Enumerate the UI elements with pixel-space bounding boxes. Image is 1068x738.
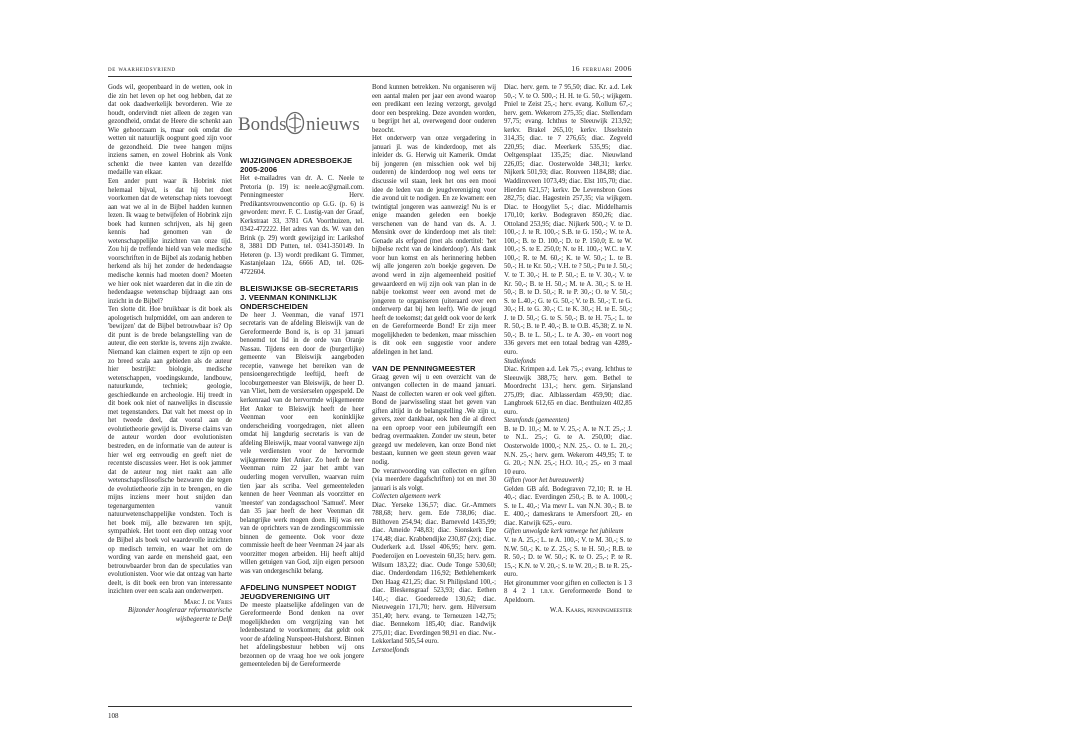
nunspeet-continued-1: Bond kunnen betrekken. Nu organiseren wij een aantal malen per jaar een avond waarop een predikant een lezing verzorgt, gevolgd door een bespreking. Deze avonden worden, u begrijpt het al, overwegend door ouderen bezocht. <box>372 84 496 134</box>
penningmeester-verantwoording: De verantwoording van collecten en giften (via meerdere dagafschriften) tot en met 30 januari is als volgt. <box>372 467 496 492</box>
review-paragraph-1: Gods wil, geopenbaard in de wetten, ook in die zin het leven op het oog hebben, dat ze dat ook daadwerkelijk bevorderen. Wie ze houdt, ondervindt niet alleen de zegen van gezondheid, omdat de Heere die schenkt aan Wie gehoorzaam is, maar ook omdat die wetten uit natuurlijk oogpunt goed zijn voor de gezondheid. Die twee hangen mijns inziens samen, en zowel Hobrink als Vonk schenkt die twee kanten van dezelfde medaille van elkaar. <box>108 84 232 177</box>
giften-bureau-list: Gelden GB afd. Bodegraven 72,10; R. te H. 40,-; diac. Everdingen 250,-; B. te A. 1000,-; S. te L. 40,-; Via mevr L. van N.N. 30,-; B. te E. 400,-; dameskrans te Amersfoort 20,- en diac. Katwijk 625,- euro. <box>504 485 632 527</box>
author-signature: Marc J. de Vries <box>183 598 232 606</box>
bottom-rule <box>108 706 632 707</box>
logo-text-left: Bonds <box>238 114 287 135</box>
column-2 <box>240 150 364 710</box>
adresboekje-text: Het e-mailadres van dr. A. C. Neele te Pretoria (p. 19) is: neele.ac@gmail.com. Penningmeester Herv. Predikantsvrouwencontio op G.G. (p. 6) is geworden: mevr. F. C. Lustig-van der Graaf, Kerkstraat 33, 3781 GA Voorthuizen, tel. 0342-472222. Het adres van ds. W. van den Brink (p. 29) wordt gewijzigd in: Larikshof 8, 3881 DD Putten, tel. 0341-350149. In Heteren (p. 13) wordt predikant G. Timmer, Kastanjelaan 12a, 6666 AD, tel. 026-4722604. <box>240 175 364 277</box>
column-3 <box>372 84 496 704</box>
heading-veenman: BLEISWIJKSE GB-SECRETARIS J. VEENMAN KONINKLIJK ONDERSCHEIDEN <box>240 283 359 311</box>
running-header <box>108 64 632 77</box>
treasurer-signature: W.A. Kaars, penningmeester <box>549 607 632 615</box>
bondsnieuws-logo <box>238 106 368 142</box>
subheading-studiefonds: Studiefonds <box>504 357 536 365</box>
column-1 <box>108 84 232 704</box>
review-paragraph-2: Een ander punt waar ik Hobrink niet helemaal bijval, is dat hij het doet voorkomen dat de wetenschap niets toevoegt aan wat we al in de Bijbel hadden kunnen lezen. Ik waag te betwijfelen of Hobrink zijn boek had kunnen schrijven, als hij geen kennis had genomen van de wetenschappelijke inzichten van onze tijd. Zou hij de treffende hield van vele medische voorschriften in de Bijbel als zodanig hebben herkend als hij het zonder de hedendaagse medische kennis had moeten doen? Moeten we hier ook niet waarderen dat in die zin de hedendaagse wetenschap bijdraagt aan ons inzicht in de Bijbel? <box>108 178 232 305</box>
nunspeet-continued-2: Het onderwerp van onze vergadering in januari jl. was de kinderdoop, met als inleider ds. G. Herwig uit Kamerik. Omdat bij jongeren (en misschien ook wel bij ouderen) de kinderdoop nog wel eens ter discussie wil staan, leek het ons een mooi idee de leden van de jeugdvereniging voor die avond uit te nodigen. En ze kwamen: een twintigtal jongeren was aanwezig! Nu is er enige maanden geleden een boekje verschenen van de hand van ds. A. J. Mensink over de kinderdoop met als titel: Genade als erfgoed (met als ondertitel: 'het bijbelse recht van de kinderdoop'). Als dank voor hun komst en als herinnering hebben wij alle jongeren zo'n boekje gegeven. De avond werd in zijn algemeenheid positief gewaardeerd en wij zijn ook van plan in de nabije toekomst weer een avond met de jongeren te organiseren (uiteraard over een onderwerp dat bij hen leeft). Wie de jeugd heeft de toekomst; dat geldt ook voor de kerk en de Gereformeerde Bond! Er zijn meer mogelijkheden te bedenken, maar misschien is dit ook een suggestie voor andere afdelingen in het land. <box>372 135 496 356</box>
heading-nunspeet: AFDELING NUNSPEET NODIGT JEUGDVERENIGING UIT <box>240 582 357 601</box>
emblem-icon <box>285 111 305 135</box>
page-number: 108 <box>108 712 119 720</box>
leerstoelfonds-list: Diac. herv. gem. te 7 95,50; diac. Kr. a.d. Lek 50,-; V. te O. 500,-; H. H. te G. 50,-; wijkgem. Pniel te Zeist 25,-; herv. evang. Kollum 67,-; herv. gem. Wekerom 275,35; diac. Stellendam 97,75; evang. Ichthus te Sleeuwijk 213,92; kerkv. Brakel 265,10; kerkv. IJsselstein 314,35; diac. te 7 276,65; diac. Zegveld 220,95; diac. Meerkerk 535,95; diac. Oeltgensplaat 135,25; diac. Nieuwland 226,05; diac. Oosterwolde 348,31; kerkv. Nijkerk 501,93; diac. Rouveen 1184,88; diac. Waddinxveen 1073,49; diac. Elst 105,70; diac. Hierden 621,57; kerkv. De Levensbron Goes 282,75; diac. Hagestein 257,35; via wijkgem. Diac. te Hoogyliet 5,-; diac. Middelharnis 170,10; kerkv. Bodegraven 850,26; diac. Ottoland 253,95; diac. Nijkerk 500,-; V. te D. 100,-; J. te R. 100,-; S.B. te G. 150,-; W. te A. 100,-; B. te D. 100,-; D. te P. 150,0; E. te W. 100,-; S. te E. 250,0; N. te H. 100,-; W.C. te V. 100,-; R. te M. 60,-; K. te W. 50,-; L. te B. 50,-; H. te Kr. 50,-; V.H. te ? 50,-; Pu te J. 50,-; V. te T. 30,-; H. te P. 50,-; E. te V. 30,-; V. te Kr. 50,-; B. te H. 50,-; M. te A. 30,-; S. te H. 50,-; B. te D. 50,-; R. te P. 30,-; O. te V. 50,-; S. te L.40,-; G. te G. 50,-; V. te B. 50,-; T. te G. 30,-; H. te G. 30,-; C. te K. 30,-; H. te E. 50,-; J. te D. 50,-; G. te S. 50,-; B. te H. 75,-; L. te R. 50,-; B. te P. 40,-; B. te O.B. 45,38; Z. te N. 50,-; B. te L. 50,-; L. te A. 30,- en voort nog 336 gevers met een totaal bedrag van 4289,- euro. <box>504 84 632 356</box>
penningmeester-intro: Graag geven wij u een overzicht van de ontvangen collecten in de maand januari. Naast de collecten waren er ook veel giften. Bond de jaarwisseling staat het geven van giften altijd in de belangstelling .We zijn u, gevers, zeer dankbaar, ook hen die al direct na een oproep voor een jubileumgift een bedrag overmaakten. Zonder uw steun, beter gezegd uw medeleven, kan onze Bond niet bestaan, kunnen we geen steun geven waar nodig. <box>372 373 496 466</box>
issue-date: 16 februari 2006 <box>571 64 632 73</box>
subheading-giften-jubileum: Giften unwolgde kerk vanwege het jubileum <box>504 528 624 536</box>
review-paragraph-3: Ten slotte dit. Hoe bruikbaar is dit boek als apologetisch hulpmiddel, om aan anderen te 'bewijzen' dat de Bijbel betrouwbaar is? Op dit punt is de brede belangstelling van de auteur, die een sterkte is, tevens zijn zwakte. Niemand kan claimen expert te zijn op een zo breed scala aan gebieden als de auteur hier bestrijkt: biologie, medische wetenschappen, voedingskunde, landbouw, natuurkunde, techniek; geologie, geschiedkunde en archeologie. Hij treedt in dit boek ook niet of nauwelijks in discussie met tegenstanders. Dat valt het meest op in het tweede deel, dat vooral aan de evolutietheorie gewijd is. Diverse claims van de auteur worden door evolutionisten bestreden, en de informatie van de auteur is hier wel erg eenvoudig en geeft niet de recentste discussies weer. Het is ook jammer dat de auteur nog niet raakt aan alle wetenschapsfilosofische bezwaren die tegen de evolutietheorie zijn in te brengen, en die mijns inziens meer hout snijden dan tegenargumenten vanuit natuurwetenschappelijke vondsten. Toch is het boek mij, alle bezwaren ten spijt, sympathiek. Het toont een diep ontzag voor de Bijbel als boek vol waardevolle inzichten op medisch terrein, en waar het om de wording van aarde en mensheid gaat, een betrouwbaarder bron dan de speculaties van evolutionisten. Voor wie dat ontzag van harte deelt, is dit boek een bron van interessante inzichten over een scala aan onderwerpen. <box>108 306 232 596</box>
gironummer-text: Het gironummer voor giften en collecten is 1 3 8 4 2 1 t.n.v. Gereformeerde Bond te Apeldoorn. <box>504 579 632 604</box>
subheading-leerstoelfonds: Lerstoelfonds <box>372 647 410 654</box>
collecten-list: Diac. Yerseke 136,57; diac. Gr.-Ammers 788,68; herv. gem. Ede 738,06; diac. Bilthoven 254,94; diac. Barneveld 1435,99; diac. Ameide 748,83; diac. Sionskerk Epe 174,48; diac. Krabbendijke 230,87 (2x); diac. Ouderkerk a.d. IJssel 406,95; herv. gem. Poederoijen en Loevestein 60,35; herv. gem. Wilsum 183,22; diac. Oude Tonge 530,60; diac. Onderdendam 116,92; Bethlehemkerk Den Haag 421,25; diac. St Philipsland 100,-; diac. Bleskensgraaf 523,93; diac. Eethen 140,-; diac. Goedereede 130,62; diac. Nieuwegein 171,70; herv. gem. Hilversum 351,40; herv. evang. te Terneuzen 142,75; diac. Bennekom 185,40; diac. Randwijk 275,01; diac. Everdingen 98,91 en diac. Nw.-Lekkerland 505,54 euro. <box>372 501 496 646</box>
subheading-collecten: Collecten algemeen werk <box>372 493 441 501</box>
giften-jubileum-list: V. te A. 25,-; L. te A. 100,-; V. te M. 30,-; S. te N.W. 50,-; K. te Z. 25,-; S. te H. 50,-; R.B. te R. 50,-; D. te W. 50,-; K. te O. 25,-; P. te R. 15,-; K.N. te V. 20,-; S. te W. 20,-; B. te R. 25,- euro. <box>504 536 632 579</box>
nunspeet-text: De meeste plaatselijke afdelingen van de Gereformeerde Bond denken na over mogelijkheden om vergrijzing van het ledenbestand te voorkomen; dat geldt ook voor de afdeling Nunspeet-Hulshorst. Binnen het afdelingsbestuur hebben wij ons bezonnen op de vraag hoe we ook jongere gemeenteleden bij de Gereformeerde <box>240 601 364 669</box>
heading-penningmeester: VAN DE PENNINGMEESTER <box>372 363 476 373</box>
steunfonds-list: B. te D. 10,-; M. te V. 25,-; A. te N.T. 25,-; J. te N.L. 25,-; G. te A. 250,00; diac. Oosterwolde 1000,-; N.N. 25,-. O. te L. 20,-; N.N. 25,-; herv. gem. Wekerom 449,95; T. te G. 20,-; N.N. 25,-; H.O. 10,-; 25,- en 3 maal 10 euro. <box>504 425 632 476</box>
author-role: Bijzonder hoogleraar reformatorische wijsbegeerte te Delft <box>128 607 232 623</box>
subheading-giften-bureau: Giften (voor het bureauwerk) <box>504 477 584 485</box>
studiefonds-list: Diac. Krimpen a.d. Lek 75,-; evang. Ichthus te Sleeuwijk 388,75; herv. gem. Bethel te Moordrecht 131,-; herv. gem. Sirjansland 275,09; diac. Alblasserdam 459,90; diac. Langbroek 612,65 en diac. Benthuizen 402,85 euro. <box>504 366 632 416</box>
publication-name: de waarheidsvriend <box>108 64 176 73</box>
veenman-text: De heer J. Veenman, die vanaf 1971 secretaris van de afdeling Bleiswijk van de Gereformeerde Bond is, is op 31 januari benoemd tot lid in de orde van Oranje Nassau. Tijdens een door de (burgerlijke) gemeente van Bleiswijk aangeboden receptie, vanwege het bereiken van de pensioengerechtigde leeftijd, heeft de locoburgemeester van Bleiswijk, de heer D. van Vliet, hem de versierselen opgespeld. De kerkenraad van de hervormde wijkgemeente Het Anker te Bleiswijk heeft de heer Veenman voor een koninklijke onderscheiding voorgedragen, niet alleen omdat hij langdurig secretaris is van de afdeling Bleiswijk, maar vooral vanwege zijn vele verdiensten voor de hervormde wijkgemeente Het Anker. Zo heeft de heer Veenman ruim 22 jaar het ambt van ouderling mogen vervullen, waarvan ruim tien jaar als scriba. Veel gemeenteleden kennen de heer Veenman als voorzitter en 'meester' van zondagsschool 'Samuel'. Meer dan 35 jaar heeft de heer Veenman dit belangrijke werk mogen doen. Hij was een van de oprichters van de zendingscommissie binnen de gemeente. Ook voor deze commissie heeft de heer Veenman 24 jaar als voorzitter mogen arbeiden. Hij heeft altijd willen getuigen van God, zijn eigen persoon was van ondergeschikt belang. <box>240 311 364 575</box>
subheading-steunfonds: Steunfonds (gemeenten) <box>504 417 570 425</box>
column-4 <box>504 84 632 704</box>
heading-adresboekje: WIJZIGINGEN ADRESBOEKJE 2005-2006 <box>240 156 353 174</box>
logo-text-right: nieuws <box>306 114 360 135</box>
